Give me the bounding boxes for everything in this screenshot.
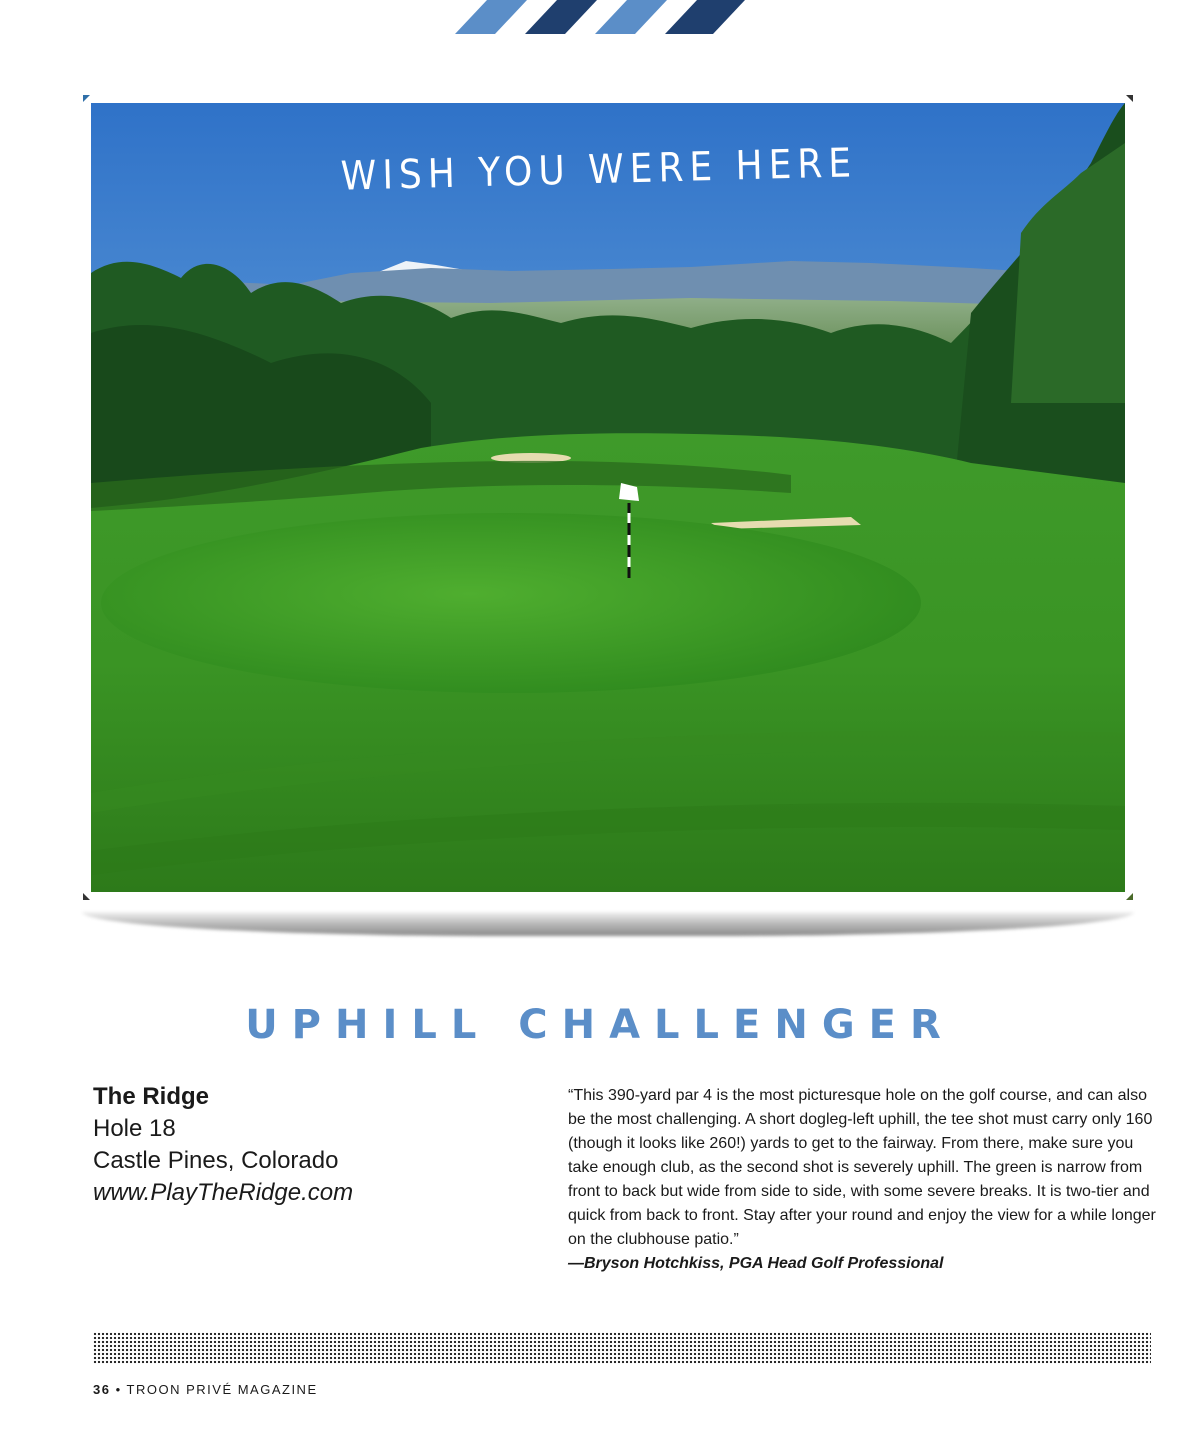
course-info [93, 1081, 493, 1209]
course-name: The Ridge [93, 1083, 210, 1110]
publication-name: TROON PRIVÉ MAGAZINE [126, 1382, 318, 1397]
photo-overlay-title: WISH YOU WERE HERE [340, 140, 858, 200]
page-number: 36 [93, 1382, 111, 1397]
corner-mark-bottom-left [83, 893, 90, 900]
corner-mark-top-right [1126, 95, 1133, 102]
halftone-divider [93, 1332, 1151, 1364]
article-headline: UPHILL CHALLENGER [245, 1001, 955, 1048]
corner-mark-top-left [83, 95, 90, 102]
hole-number: Hole 18 [93, 1115, 176, 1142]
course-location: Castle Pines, Colorado [93, 1147, 339, 1174]
corner-mark-bottom-right [1126, 893, 1133, 900]
quote-text: “This 390-yard par 4 is the most picturesque hole on the golf course, and can also be the most challenging. A short dogleg-left uphill, the tee shot must carry only 160 (though it looks like 260!) yards to get to the fairway. From there, make sure you take enough club, as the second shot is severely uphill. The green is narrow from front to back but wide from side to side, with some severe breaks. It is two-tier and quick from back to front. Stay after your round and enjoy the view for a while longer on the clubhouse patio.” [568, 1087, 1156, 1248]
course-website-link[interactable]: www.PlayTheRidge.com [93, 1179, 354, 1206]
photo-shadow [82, 912, 1134, 936]
header-stripes [455, 0, 745, 34]
quote-attribution: —Bryson Hotchkiss, PGA Head Golf Professional [568, 1255, 944, 1272]
golf-course-photo [91, 103, 1125, 892]
footer-separator: • [115, 1382, 122, 1397]
pro-quote [568, 1084, 1158, 1276]
page-footer [93, 1382, 318, 1397]
